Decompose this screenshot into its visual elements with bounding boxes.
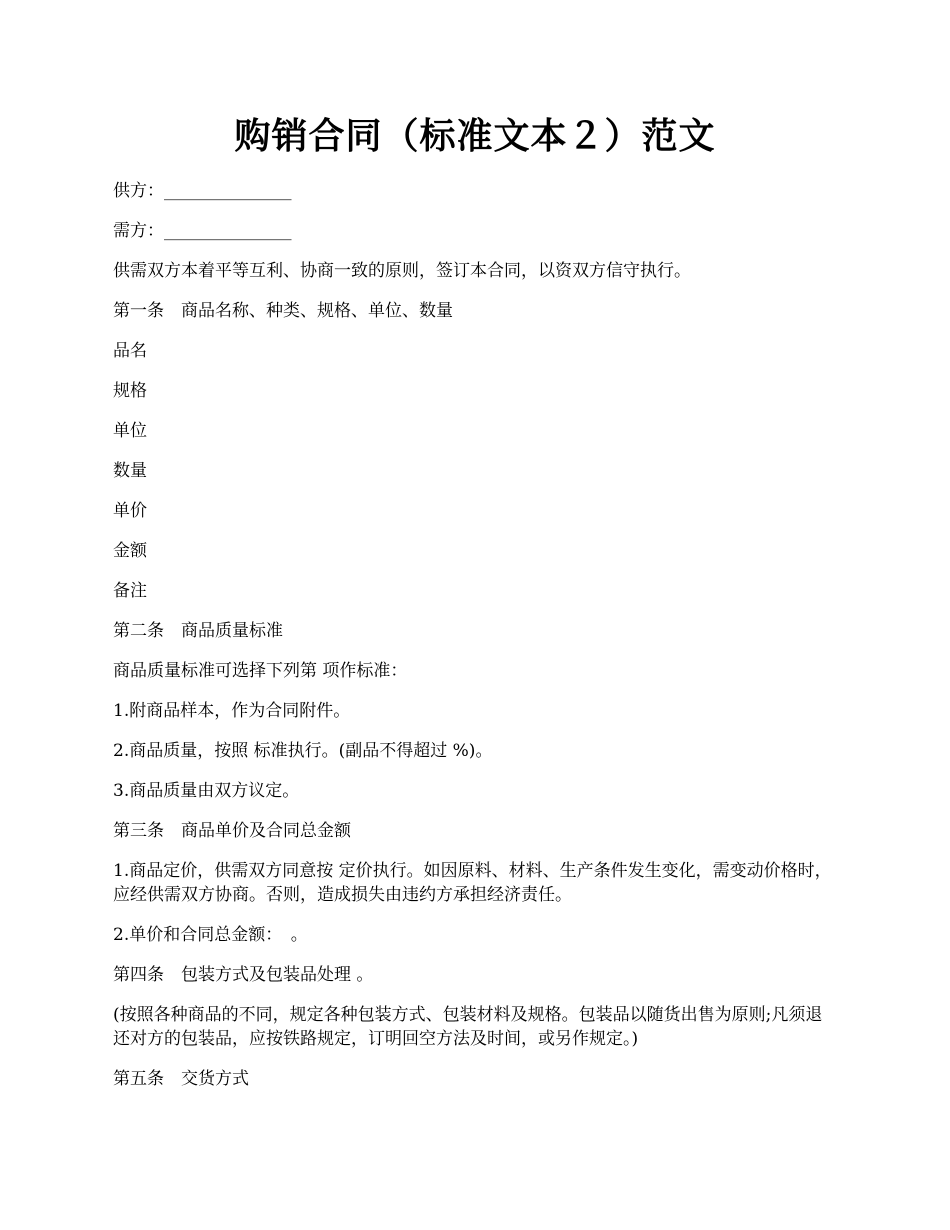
packaging-clause: (按照各种商品的不同，规定各种包装方式、包装材料及规格。包装品以随货出售为原则;凡须退还对方的包装品，应按铁路规定，订明回空方法及时间，或另作规定。)	[113, 1005, 823, 1049]
document-title: 购销合同（标准文本２）范文	[234, 115, 716, 157]
supplier-line: 供方：_______________	[113, 181, 292, 201]
field-quantity: 数量	[113, 461, 147, 481]
field-amount: 金额	[113, 541, 147, 561]
article-1-heading: 第一条 商品名称、种类、规格、单位、数量	[113, 301, 453, 321]
article-3-heading: 第三条 商品单价及合同总金额	[113, 821, 351, 841]
article-2-heading: 第二条 商品质量标准	[113, 621, 283, 641]
buyer-line: 需方：_______________	[113, 221, 292, 241]
field-unit: 单位	[113, 421, 147, 441]
field-remarks: 备注	[113, 581, 147, 601]
field-unit-price: 单价	[113, 501, 147, 521]
quality-option-3: 3.商品质量由双方议定。	[113, 781, 300, 801]
quality-option-1: 1.附商品样本，作为合同附件。	[113, 701, 351, 721]
pricing-clause-1: 1.商品定价，供需双方同意按 定价执行。如因原料、材料、生产条件发生变化，需变动价格时，应经供需双方协商。否则，造成损失由违约方承担经济责任。	[113, 861, 832, 905]
article-5-heading: 第五条 交货方式	[113, 1069, 249, 1089]
preamble-paragraph: 供需双方本着平等互利、协商一致的原则，签订本合同，以资双方信守执行。	[113, 261, 691, 281]
field-product-name: 品名	[113, 341, 147, 361]
quality-option-2: 2.商品质量，按照 标准执行。(副品不得超过 %)。	[113, 741, 493, 761]
article-4-heading: 第四条 包装方式及包装品处理 。	[113, 965, 374, 985]
document-body	[113, 179, 838, 1107]
pricing-clause-2: 2.单价和合同总金额： 。	[113, 925, 308, 945]
field-specification: 规格	[113, 381, 147, 401]
quality-standard-intro: 商品质量标准可选择下列第 项作标准：	[113, 661, 408, 681]
